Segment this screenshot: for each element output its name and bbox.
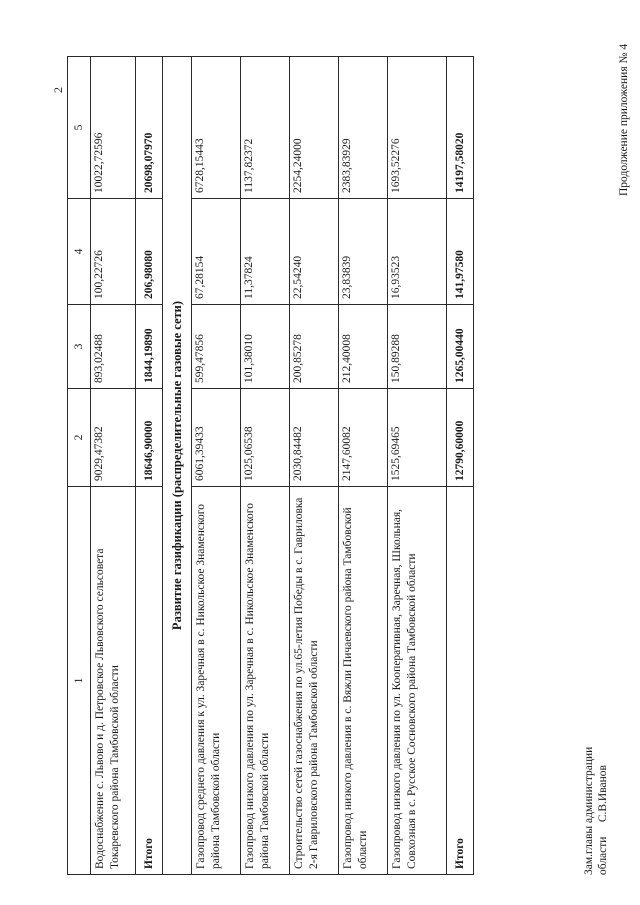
- cell-value: 101,38010: [241, 305, 290, 389]
- table-row: [290, 57, 339, 875]
- total-value: 206,98080: [136, 199, 163, 305]
- column-header: 2: [68, 389, 91, 487]
- row-label: Водоснабжение с. Львово и д. Петровское Львовского сельсовета Токаревского района Тамбовской области: [91, 487, 136, 875]
- column-header: 3: [68, 305, 91, 389]
- cell-value: 16,93523: [388, 199, 447, 305]
- row-label: Газопровод низкого давления по ул. Кооперативная, Заречная, Школьная, Совхозная в с. Русское Сосновского района Тамбовской области: [388, 487, 447, 875]
- cell-value: 2254,24000: [290, 57, 339, 199]
- total-label: Итого: [136, 487, 163, 875]
- total-value: 141,97580: [447, 199, 474, 305]
- funding-table: [67, 56, 474, 875]
- continuation-note: Продолжение приложения № 4: [618, 43, 630, 196]
- header-row: [68, 57, 91, 875]
- total-value: 18646,90000: [136, 389, 163, 487]
- cell-value: 6728,15443: [192, 57, 241, 199]
- table-row: [192, 57, 241, 875]
- row-label: Газопровод среднего давления к ул. Заречная в с. Никольское Знаменского района Тамбовской области: [192, 487, 241, 875]
- cell-value: 150,89288: [388, 305, 447, 389]
- column-header: 5: [68, 57, 91, 199]
- signature-title: Зам.главы администрации: [583, 746, 595, 875]
- cell-value: 893,02488: [91, 305, 136, 389]
- row-label: Строительство сетей газоснабжения по ул.65-летия Победы в с. Гавриловка 2-я Гавриловского района Тамбовской области: [290, 487, 339, 875]
- cell-value: 2383,83929: [339, 57, 388, 199]
- row-label: Газопровод низкого давления по ул. Заречная в с. Никольское Знаменского района Тамбовской области: [241, 487, 290, 875]
- section-title: Развитие газификации (распределительные газовые сети): [163, 57, 192, 875]
- cell-value: 67,28154: [192, 199, 241, 305]
- row-label: Газопровод низкого давления в с. Вяжли Пичаевского района Тамбовской области: [339, 487, 388, 875]
- signature-block: [582, 747, 610, 875]
- section-row: [163, 57, 192, 875]
- signature-name: области С.В.Иванов: [597, 765, 609, 875]
- cell-value: 200,85278: [290, 305, 339, 389]
- column-header: 4: [68, 199, 91, 305]
- cell-value: 6061,39433: [192, 389, 241, 487]
- total-row: [136, 57, 163, 875]
- total-row: [447, 57, 474, 875]
- total-value: 20698,07970: [136, 57, 163, 199]
- cell-value: 23,83839: [339, 199, 388, 305]
- total-value: 1265,00440: [447, 305, 474, 389]
- table-row: [339, 57, 388, 875]
- cell-value: 100,22726: [91, 199, 136, 305]
- page-number: 2: [51, 87, 65, 93]
- cell-value: 10022,72596: [91, 57, 136, 199]
- total-value: 14197,58020: [447, 57, 474, 199]
- cell-value: 2030,84482: [290, 389, 339, 487]
- total-label: Итого: [447, 487, 474, 875]
- table-row: [241, 57, 290, 875]
- cell-value: 9029,47382: [91, 389, 136, 487]
- cell-value: 599,47856: [192, 305, 241, 389]
- table-row: [388, 57, 447, 875]
- column-header: 1: [68, 487, 91, 875]
- table-row: [91, 57, 136, 875]
- cell-value: 1137,82372: [241, 57, 290, 199]
- cell-value: 1025,06538: [241, 389, 290, 487]
- cell-value: 1693,52276: [388, 57, 447, 199]
- cell-value: 1525,69465: [388, 389, 447, 487]
- cell-value: 22,54240: [290, 199, 339, 305]
- cell-value: 2147,60082: [339, 389, 388, 487]
- cell-value: 11,37824: [241, 199, 290, 305]
- cell-value: 212,40008: [339, 305, 388, 389]
- total-value: 12790,60000: [447, 389, 474, 487]
- total-value: 1844,19890: [136, 305, 163, 389]
